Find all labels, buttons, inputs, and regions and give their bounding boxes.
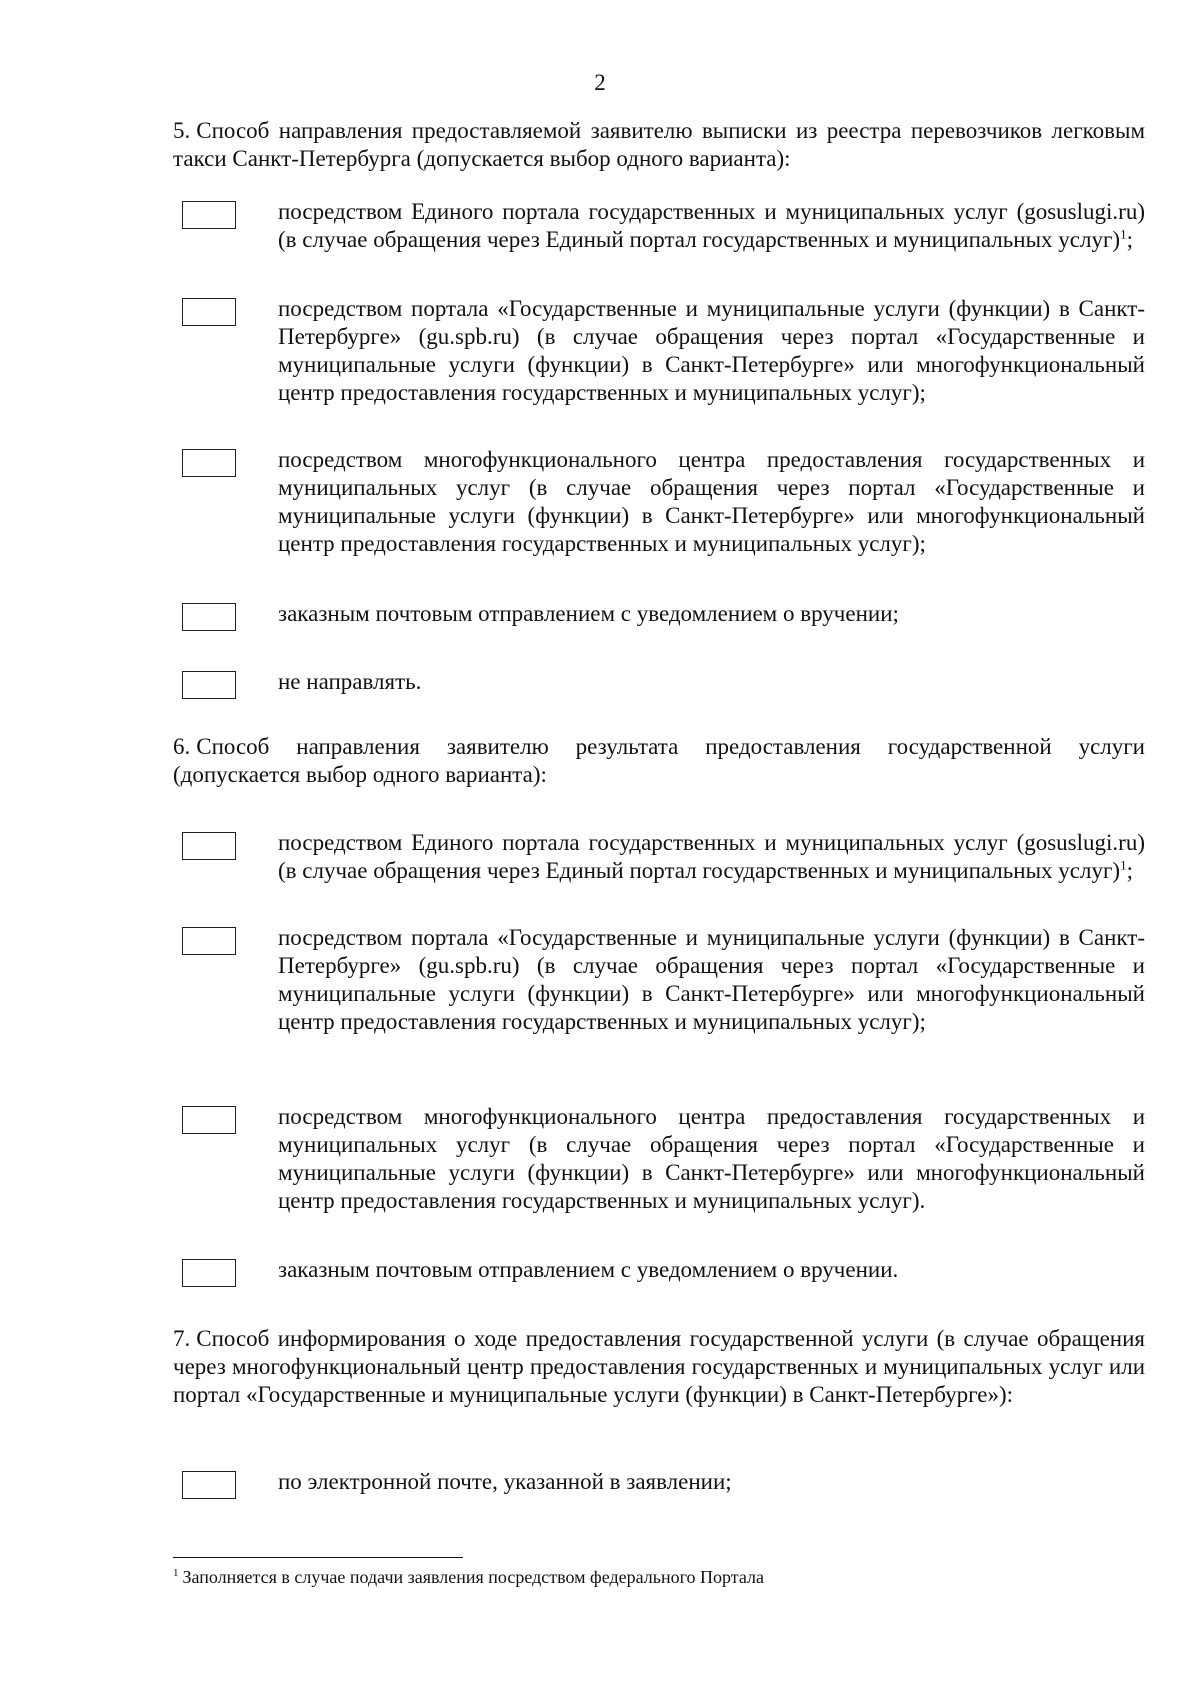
section-title: Способ информирования о ходе предоставления государственной услуги (в случае обращения через многофункциональный центр предоставления государственных и муниципальных услуг или портал «Государственные и муниципальные услуги (функции) в Санкт-Петербурге»):: [173, 1326, 1145, 1407]
option-label: посредством портала «Государственные и муниципальные услуги (функции) в Санкт-Петербурге» (gu.spb.ru) (в случае обращения через портал «Государственные и муниципальные услуги (функции) в Санкт-Петербурге» или многофункциональный центр предоставления государственных и муниципальных услуг);: [278, 925, 1145, 1034]
checkbox[interactable]: [182, 298, 236, 326]
option-label: посредством портала «Государственные и муниципальные услуги (функции) в Санкт-Петербурге» (gu.spb.ru) (в случае обращения через портал «Государственные и муниципальные услуги (функции) в Санкт-Петербурге» или многофункциональный центр предоставления государственных и муниципальных услуг);: [278, 296, 1145, 405]
option-label: заказным почтовым отправлением с уведомлением о вручении;: [278, 601, 899, 626]
checkbox[interactable]: [182, 1106, 236, 1134]
section-6-heading: [173, 733, 1145, 789]
footnote-ref: 1: [1120, 226, 1127, 242]
section-number: 6.: [173, 734, 191, 759]
checkbox[interactable]: [182, 449, 236, 477]
option-label: посредством Единого портала государственных и муниципальных услуг (gosuslugi.ru) (в случае обращения через Единый портал государственных и муниципальных услуг)$^1$;: [278, 830, 1145, 883]
checkbox[interactable]: [182, 201, 236, 229]
section-title: Способ направления предоставляемой заявителю выписки из реестра перевозчиков легковым такси Санкт-Петербурга (допускается выбор одного варианта):: [173, 118, 1145, 171]
section-number: 5.: [173, 118, 191, 143]
option-label: заказным почтовым отправлением с уведомлением о вручении.: [278, 1257, 899, 1282]
page-number: 2: [594, 70, 606, 95]
section-7-heading: [173, 1325, 1145, 1409]
option-label: не направлять.: [278, 669, 422, 694]
footnote-marker: 1: [173, 1567, 179, 1579]
footnote-separator: [173, 1557, 463, 1558]
footnote-text: Заполняется в случае подачи заявления посредством федерального Портала: [182, 1567, 764, 1587]
footnote: [173, 1566, 764, 1588]
checkbox[interactable]: [182, 671, 236, 699]
option-label: по электронной почте, указанной в заявлении;: [278, 1469, 732, 1494]
checkbox[interactable]: [182, 832, 236, 860]
checkbox[interactable]: [182, 1259, 236, 1287]
checkbox[interactable]: [182, 927, 236, 955]
section-5-heading: [173, 117, 1145, 173]
section-number: 7.: [173, 1326, 191, 1351]
checkbox[interactable]: [182, 1471, 236, 1499]
option-label: посредством Единого портала государственных и муниципальных услуг (gosuslugi.ru) (в случае обращения через Единый портал государственных и муниципальных услуг)$^1$;: [278, 199, 1145, 252]
checkbox[interactable]: [182, 603, 236, 631]
section-title: Способ направления заявителю результата предоставления государственной услуги (допускается выбор одного варианта):: [173, 734, 1145, 787]
footnote-ref: 1: [1120, 857, 1127, 873]
option-label: посредством многофункционального центра предоставления государственных и муниципальных услуг (в случае обращения через портал «Государственные и муниципальные услуги (функции) в Санкт-Петербурге» или многофункциональный центр предоставления государственных и муниципальных услуг).: [278, 1104, 1145, 1213]
option-label: посредством многофункционального центра предоставления государственных и муниципальных услуг (в случае обращения через портал «Государственные и муниципальные услуги (функции) в Санкт-Петербурге» или многофункциональный центр предоставления государственных и муниципальных услуг);: [278, 447, 1145, 556]
